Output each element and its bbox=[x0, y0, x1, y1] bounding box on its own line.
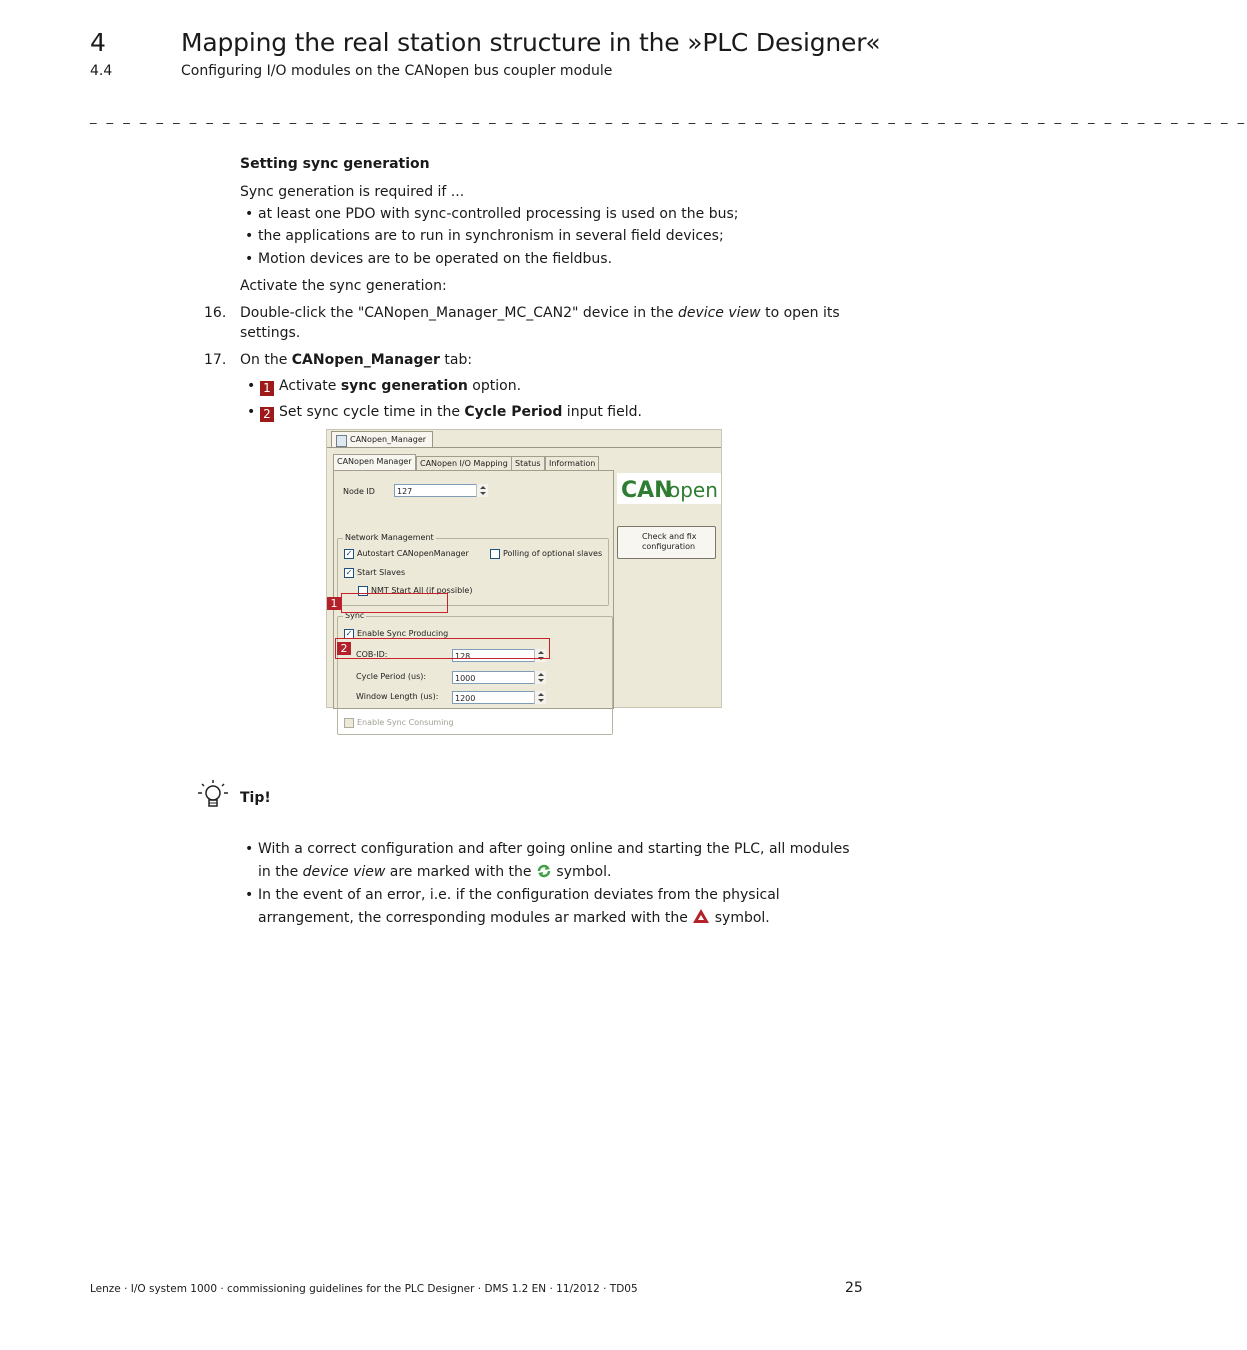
sub-step-2: • 2 Set sync cycle time in the Cycle Period input field. bbox=[247, 404, 642, 421]
enable-sync-producing-checkbox[interactable]: ✓ bbox=[345, 629, 353, 638]
step-17: 17. On the CANopen_Manager tab: bbox=[204, 352, 473, 368]
node-id-spinner[interactable] bbox=[476, 484, 488, 497]
section-title: Configuring I/O modules on the CANopen bus coupler module bbox=[181, 63, 613, 79]
cycle-period-spinner[interactable] bbox=[534, 671, 546, 684]
nmt-start-all-label: NMT Start All (if possible) bbox=[371, 586, 473, 595]
lightbulb-icon bbox=[197, 778, 229, 810]
footer-text: Lenze · I/O system 1000 · commissioning guidelines for the PLC Designer · DMS 1.2 EN · 11/2012 · TD05 bbox=[90, 1283, 638, 1295]
tab-canopen-manager[interactable]: CANopen Manager bbox=[333, 454, 416, 472]
window-length-input[interactable]: 1200 bbox=[452, 691, 536, 704]
marker-1: 1 bbox=[260, 381, 274, 396]
condition-item: • Motion devices are to be operated on the fieldbus. bbox=[245, 251, 613, 267]
step-number: 16. bbox=[204, 305, 227, 321]
enable-sync-producing-label: Enable Sync Producing bbox=[357, 629, 449, 638]
condition-item: • at least one PDO with sync-controlled processing is used on the bus; bbox=[245, 206, 739, 222]
polling-label: Polling of optional slaves bbox=[503, 549, 603, 558]
page-number: 25 bbox=[845, 1280, 863, 1296]
tabstrip-divider bbox=[327, 447, 721, 448]
highlight-cycle-period bbox=[335, 638, 550, 659]
cob-id-input[interactable]: 128 bbox=[452, 649, 536, 662]
start-slaves-label: Start Slaves bbox=[357, 568, 406, 577]
polling-checkbox[interactable] bbox=[490, 549, 500, 559]
enable-sync-consuming-checkbox[interactable] bbox=[344, 718, 354, 728]
check-and-fix-configuration-button[interactable]: Check and fix configuration bbox=[617, 526, 716, 559]
cob-id-label: COB-ID: bbox=[356, 650, 388, 659]
start-slaves-checkbox[interactable]: ✓ bbox=[345, 568, 353, 577]
condition-item: • the applications are to run in synchronism in several field devices; bbox=[245, 228, 724, 244]
enable-sync-consuming-label: Enable Sync Consuming bbox=[357, 718, 454, 727]
marker-2: 2 bbox=[260, 407, 274, 422]
red-warning-triangle-icon bbox=[692, 908, 710, 924]
tip-bullet: • With a correct configuration and after going online and starting the PLC, all modules in the device view are marked with the symbol. bbox=[245, 841, 850, 880]
marker-1: 1 bbox=[327, 597, 341, 610]
highlight-enable-sync bbox=[341, 593, 448, 613]
tab-status[interactable]: Status bbox=[511, 456, 545, 471]
tab-canopen-io-mapping[interactable]: CANopen I/O Mapping bbox=[416, 456, 512, 471]
step-number: 17. bbox=[204, 352, 227, 368]
header-separator: _ _ _ _ _ _ _ _ _ _ _ _ _ _ _ _ _ _ _ _ _ _ _ _ _ _ _ _ _ _ _ _ _ _ _ _ _ _ _ _ _ _ _ _ _ _ _ _ _ _ _ _ _ _ _ _ _ _ _ _ _ _ _ _ _ _ _ _ _ _ bbox=[90, 110, 1247, 125]
canopen-manager-screenshot bbox=[326, 429, 722, 727]
activate-text: Activate the sync generation: bbox=[240, 278, 447, 294]
heading-setting-sync: Setting sync generation bbox=[240, 156, 430, 172]
autostart-checkbox[interactable]: ✓ bbox=[345, 549, 353, 558]
device-icon bbox=[336, 435, 347, 447]
svg-text:CAN: CAN bbox=[621, 478, 673, 503]
intro-text: Sync generation is required if ... bbox=[240, 184, 465, 200]
green-refresh-icon bbox=[536, 863, 552, 879]
section-number: 4.4 bbox=[90, 63, 113, 79]
tab-page bbox=[333, 470, 614, 727]
canopen-logo bbox=[617, 473, 721, 504]
node-id-label: Node ID bbox=[343, 487, 375, 496]
doc-tab-canopen-manager[interactable]: CANopen_Manager bbox=[331, 431, 433, 448]
chapter-number: 4 bbox=[90, 28, 106, 57]
cycle-period-label: Cycle Period (us): bbox=[356, 672, 427, 681]
tab-information[interactable]: Information bbox=[545, 456, 599, 471]
tip-bullet: • In the event of an error, i.e. if the configuration deviates from the physical arrangement, the corresponding modules ar marked with the symbol. bbox=[245, 887, 780, 926]
tip-title: Tip! bbox=[240, 790, 271, 806]
node-id-input[interactable]: 127 bbox=[394, 484, 478, 497]
window-length-label: Window Length (us): bbox=[356, 692, 439, 701]
group-title: Network Management bbox=[345, 533, 434, 542]
group-title: Sync bbox=[345, 611, 365, 620]
canopen-logo-graphic bbox=[617, 473, 721, 504]
window-length-spinner[interactable] bbox=[534, 691, 546, 704]
svg-text:open: open bbox=[668, 478, 718, 502]
step-16: 16. Double-click the "CANopen_Manager_MC_CAN2" device in the device view to open its settings. bbox=[204, 305, 840, 341]
sync-group bbox=[337, 611, 613, 735]
chapter-title: Mapping the real station structure in the »PLC Designer« bbox=[181, 28, 881, 57]
autostart-label: Autostart CANopenManager bbox=[357, 549, 469, 558]
sub-step-1: • 1 Activate sync generation option. bbox=[247, 378, 522, 395]
cycle-period-input[interactable]: 1000 bbox=[452, 671, 536, 684]
marker-2: 2 bbox=[337, 642, 351, 655]
